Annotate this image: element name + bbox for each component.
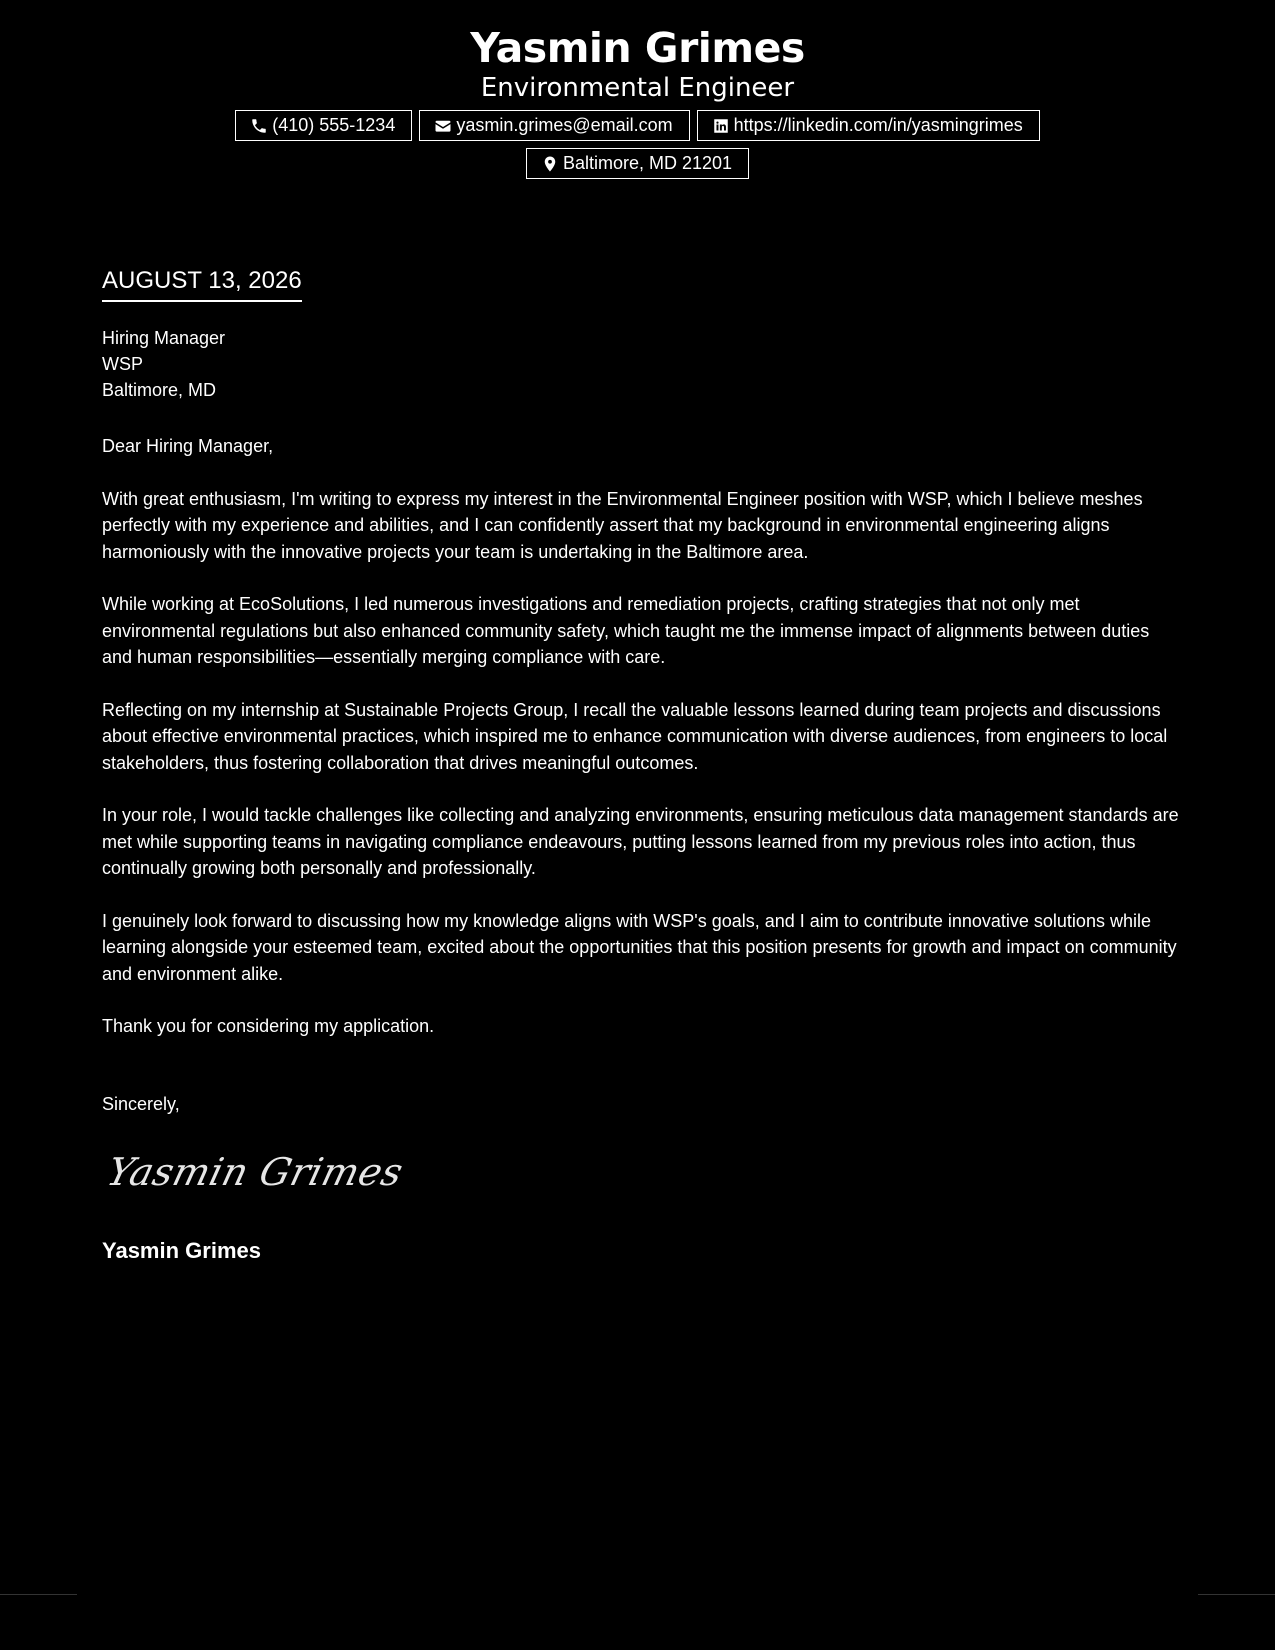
location-contact	[526, 148, 749, 179]
recipient-location: Baltimore, MD	[102, 380, 217, 400]
recipient-company: WSP	[102, 354, 144, 374]
body-paragraph: Reflecting on my internship at Sustainable Projects Group, I recall the valuable lessons learned during team projects and discussions about effective environmental practices, which inspired me to enhance communication with diverse audiences, from engineers to local stakeholders, thus fostering collaboration that drives meaningful outcomes.	[102, 699, 1168, 773]
email-text: yasmin.grimes@email.com	[456, 115, 673, 135]
salutation: Dear Hiring Manager,	[102, 436, 274, 456]
body-paragraph: In your role, I would tackle challenges like collecting and analyzing environments, ensuring meticulous data management standards are met while supporting teams in navigating compliance endeavours, putting lessons learned from my previous roles into action, thus continually growing both personally and professionally.	[102, 805, 1179, 878]
letter-header	[0, 22, 1275, 179]
contact-row	[0, 110, 1275, 141]
location-text: Baltimore, MD 21201	[562, 153, 733, 173]
body-paragraph: With great enthusiasm, I'm writing to express my interest in the Environmental Engineer position with WSP, which I believe meshes perfectly with my experience and abilities, and I can confidently assert that my background in environmental engineering aligns harmoniously with the innovative projects your team is undertaking in the Baltimore area.	[102, 488, 1143, 562]
email-contact[interactable]	[419, 110, 689, 141]
letter-body	[102, 433, 1182, 1066]
envelope-icon	[434, 117, 452, 135]
linkedin-text: https://linkedin.com/in/yasmingrimes	[733, 115, 1023, 135]
recipient-name: Hiring Manager	[102, 328, 226, 348]
handwritten-signature: Yasmin Grimes	[102, 1150, 408, 1194]
recipient-block	[102, 325, 225, 403]
body-paragraph: I genuinely look forward to discussing how my knowledge aligns with WSP's goals, and I aim to contribute innovative solutions while learning alongside your esteemed team, excited about the opportunities that this position presents for growth and impact on community and environment alike.	[102, 910, 1177, 984]
contact-row-location	[0, 148, 1275, 179]
thank-you-line: Thank you for considering my application.	[102, 1016, 435, 1036]
applicant-title: Environmental Engineer	[480, 73, 795, 103]
footer-rule-right	[1198, 1594, 1275, 1595]
map-pin-icon	[541, 155, 559, 173]
letter-date: AUGUST 13, 2026	[102, 266, 302, 302]
signer-name: Yasmin Grimes	[102, 1238, 261, 1263]
phone-text: (410) 555-1234	[272, 115, 396, 135]
phone-contact[interactable]	[235, 110, 412, 141]
applicant-name: Yasmin Grimes	[470, 24, 805, 72]
linkedin-icon	[712, 117, 730, 135]
body-paragraph: While working at EcoSolutions, I led numerous investigations and remediation projects, crafting strategies that not only met environmental regulations but also enhanced community safety, which taught me the immense impact of alignments between duties and human responsibilities—essentially merging compliance with care.	[102, 594, 1150, 667]
linkedin-contact[interactable]	[697, 110, 1040, 141]
closing: Sincerely,	[102, 1094, 180, 1114]
phone-icon	[250, 117, 268, 135]
footer-rule-left	[0, 1594, 77, 1595]
